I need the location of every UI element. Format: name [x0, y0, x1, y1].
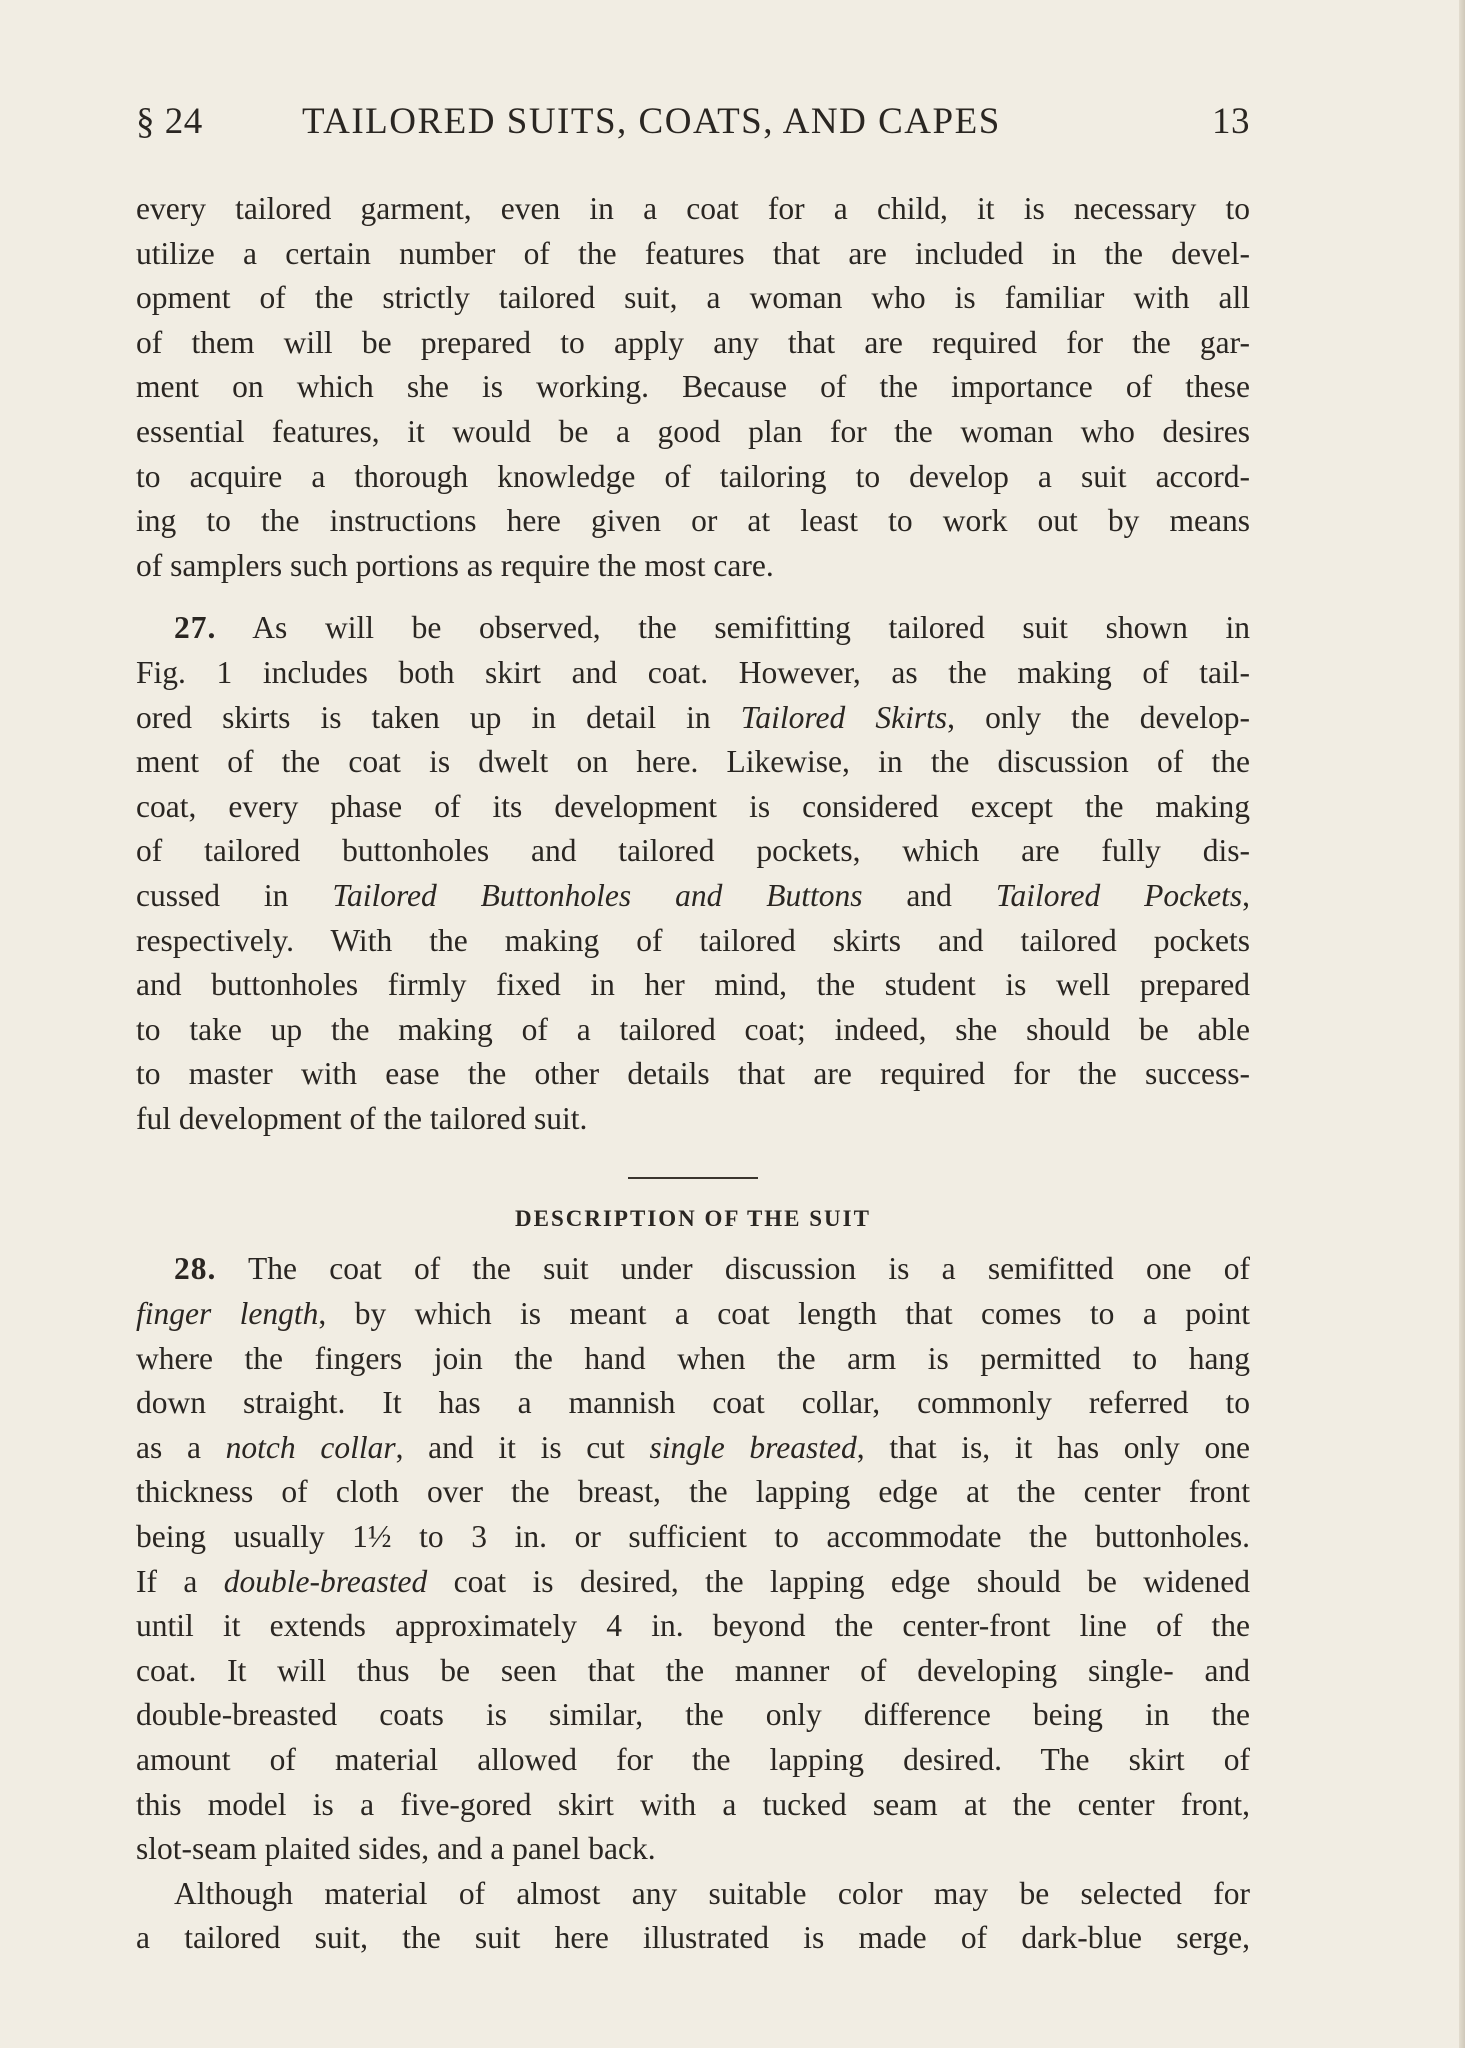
text-line: coat. It will thus be seen that the manner of developing single- and [136, 1652, 1250, 1688]
paragraph-number: 27. [174, 610, 217, 646]
section-heading: DESCRIPTION OF THE SUIT [515, 1206, 871, 1232]
text-line: ment on which she is working. Because of the importance of these [136, 369, 1250, 405]
text-line: and buttonholes firmly fixed in her mind, the student is well prepared [136, 967, 1250, 1003]
text-line: coat, every phase of its development is considered except the making [136, 788, 1250, 824]
text-line: ment of the coat is dwelt on here. Likewise, in the discussion of the [136, 744, 1250, 780]
text-line: amount of material allowed for the lapping desired. The skirt of [136, 1742, 1250, 1777]
paragraph-continued [136, 187, 1250, 588]
text-line: down straight. It has a mannish coat collar, commonly referred to [136, 1385, 1250, 1421]
text-line: 28. The coat of the suit under discussion is a semifitted one of [174, 1251, 1250, 1287]
text-line: opment of the strictly tailored suit, a woman who is familiar with all [136, 280, 1250, 316]
emphasis-term: double-breasted [223, 1563, 428, 1599]
paragraph-number: 28. [174, 1251, 217, 1287]
running-head [136, 100, 1250, 150]
running-title: TAILORED SUITS, COATS, AND CAPES [302, 101, 1001, 142]
emphasis-term: finger length [136, 1296, 319, 1332]
text-line: ored skirts is taken up in detail in Tailored Skirts, only the develop- [136, 699, 1250, 735]
paragraph-28 [136, 1247, 1250, 1871]
text-line: finger length, by which is meant a coat length that comes to a point [136, 1296, 1250, 1332]
text-line: of tailored buttonholes and tailored pockets, which are fully dis- [136, 833, 1250, 869]
text-line: until it extends approximately 4 in. beyond the center-front line of the [136, 1608, 1250, 1644]
text-line: of them will be prepared to apply any that are required for the gar- [136, 324, 1250, 360]
text-line: ing to the instructions here given or at least to work out by means [136, 503, 1250, 539]
section-divider [628, 1177, 758, 1179]
emphasis-term: notch collar [225, 1429, 396, 1465]
text-line: utilize a certain number of the features that are included in the devel- [136, 235, 1250, 271]
text-line: Although material of almost any suitable color may be selected for [174, 1875, 1250, 1911]
book-title: Tailored Skirts [740, 699, 948, 735]
book-title: Tailored Pockets [995, 877, 1243, 913]
text-line: Fig. 1 includes both skirt and coat. However, as the making of tail- [136, 654, 1250, 690]
emphasis-term: single breasted [649, 1429, 857, 1465]
text-line: as a notch collar, and it is cut single breasted, that is, it has only one [136, 1429, 1250, 1465]
text-line: respectively. With the making of tailored skirts and tailored pockets [136, 922, 1250, 958]
text-line: to take up the making of a tailored coat; indeed, she should be able [136, 1011, 1250, 1047]
paragraph-27 [136, 606, 1250, 1141]
page-number: 13 [1212, 101, 1250, 142]
paragraph-material [136, 1872, 1250, 1961]
text-line: where the fingers join the hand when the arm is permitted to hang [136, 1340, 1250, 1376]
text-line: a tailored suit, the suit here illustrated is made of dark-blue serge, [136, 1920, 1250, 1956]
text-line: thickness of cloth over the breast, the lapping edge at the center front [136, 1474, 1250, 1510]
section-number: § 24 [136, 101, 203, 142]
page-edge [1459, 0, 1465, 2048]
body-text [136, 187, 1250, 1961]
text-line: essential features, it would be a good plan for the woman who desires [136, 413, 1250, 449]
text-line: slot-seam plaited sides, and a panel back. [136, 1831, 656, 1867]
text-line: of samplers such portions as require the most care. [136, 547, 774, 583]
text-line: this model is a five-gored skirt with a tucked seam at the center front, [136, 1786, 1250, 1822]
text-line: to acquire a thorough knowledge of tailoring to develop a suit accord- [136, 458, 1250, 494]
text-line: cussed in Tailored Buttonholes and Buttons and Tailored Pockets, [136, 877, 1250, 913]
text-line: being usually 1½ to 3 in. or sufficient to accommodate the buttonholes. [136, 1519, 1250, 1555]
text-line: every tailored garment, even in a coat for a child, it is necessary to [136, 191, 1250, 226]
text-line: double-breasted coats is similar, the only difference being in the [136, 1697, 1250, 1733]
book-title: Tailored Buttonholes and Buttons [332, 877, 863, 913]
text-line: ful development of the tailored suit. [136, 1100, 588, 1136]
text-line: 27. As will be observed, the semifitting tailored suit shown in [174, 610, 1250, 646]
text-line: If a double-breasted coat is desired, the lapping edge should be widened [136, 1563, 1250, 1599]
text-line: to master with ease the other details that are required for the success- [136, 1056, 1250, 1092]
